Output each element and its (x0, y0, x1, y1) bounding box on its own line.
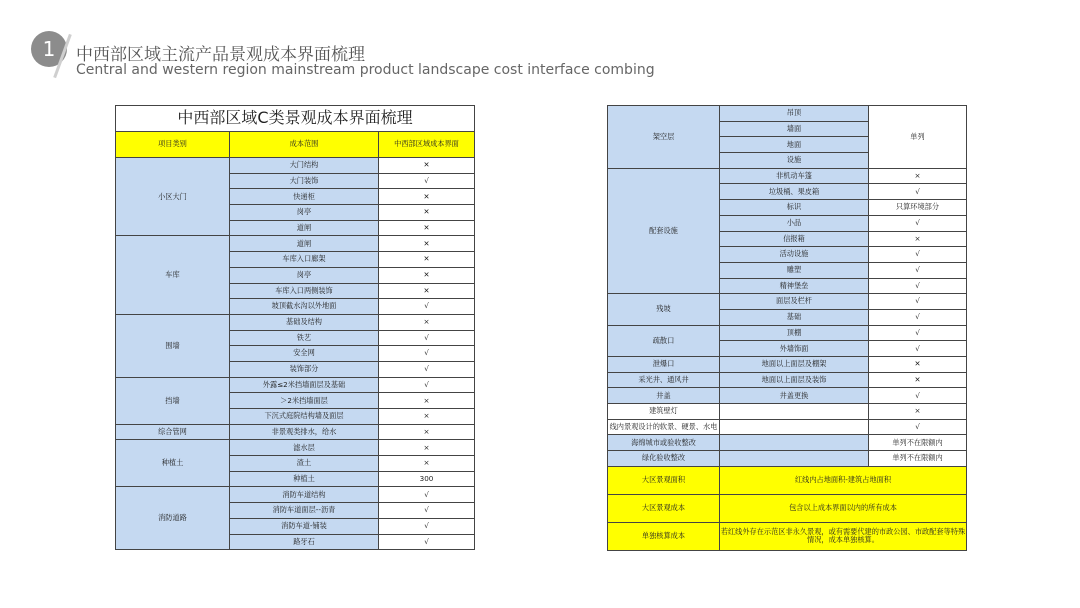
category-cell: 小区大门 (116, 158, 230, 236)
scope-cell: 非机动车篷 (720, 168, 869, 184)
category-cell: 采光井、通风井 (608, 372, 720, 388)
value-cell: 单列不在限额内 (869, 451, 967, 467)
scope-cell: 基础及结构 (230, 314, 379, 330)
summary-label-cell: 大区景观成本 (608, 494, 720, 522)
span-label-cell: 线内景观设计的软景、硬景、水电 (608, 419, 720, 435)
value-cell: ✕ (869, 357, 967, 373)
category-cell: 消防道路 (116, 487, 230, 550)
summary-row (608, 466, 967, 494)
value-cell: × (379, 440, 475, 456)
scope-cell: ＞2米挡墙面层 (230, 393, 379, 409)
value-cell: × (379, 409, 475, 425)
value-cell: ✕ (379, 158, 475, 174)
category-cell: 种植土 (116, 440, 230, 487)
value-cell: ✕ (869, 372, 967, 388)
category-cell: 配套设施 (608, 168, 720, 294)
scope-cell: 车库入口两侧装饰 (230, 283, 379, 299)
value-cell: ✕ (379, 252, 475, 268)
summary-row (608, 522, 967, 550)
scope-cell: 外露≤2米挡墙面层及基础 (230, 377, 379, 393)
value-cell: 单列 (869, 106, 967, 169)
value-cell: × (869, 168, 967, 184)
category-cell: 车库 (116, 236, 230, 314)
scope-cell: 安全网 (230, 346, 379, 362)
value-cell: √ (379, 487, 475, 503)
scope-cell: 面层及栏杆 (720, 294, 869, 310)
scope-cell: 墙面 (720, 121, 869, 137)
category-cell: 综合管网 (116, 424, 230, 440)
table-row (116, 377, 475, 393)
scope-cell: 地面以上面层及装饰 (720, 372, 869, 388)
scope-cell: 吊顶 (720, 106, 869, 122)
span-empty-cell (720, 435, 869, 451)
section-number: 1 (31, 31, 67, 67)
scope-cell: 路牙石 (230, 534, 379, 550)
scope-cell: 消防车道面层--沥青 (230, 503, 379, 519)
category-cell: 井盖 (608, 388, 720, 404)
value-cell: √ (869, 215, 967, 231)
section-number-badge (31, 31, 69, 69)
column-header: 中西部区域成本界面 (379, 132, 475, 158)
scope-cell: 下沉式庭院结构墙及面层 (230, 409, 379, 425)
summary-label-cell: 单独核算成本 (608, 522, 720, 550)
table-header-row (116, 132, 475, 158)
value-cell: √ (869, 325, 967, 341)
span-empty-cell (720, 404, 869, 420)
scope-cell: 装饰部分 (230, 361, 379, 377)
scope-cell: 滤水层 (230, 440, 379, 456)
table-row (608, 404, 967, 420)
value-cell: 300 (379, 471, 475, 487)
category-cell: 泄爆口 (608, 357, 720, 373)
value-cell: ✕ (379, 205, 475, 221)
value-cell: × (379, 314, 475, 330)
value-cell: ✕ (379, 220, 475, 236)
value-cell: ✕ (379, 267, 475, 283)
scope-cell: 消防车道结构 (230, 487, 379, 503)
table-row (116, 158, 475, 174)
value-cell: √ (869, 309, 967, 325)
value-cell: √ (869, 247, 967, 263)
scope-cell: 小品 (720, 215, 869, 231)
value-cell: √ (379, 518, 475, 534)
scope-cell: 活动设施 (720, 247, 869, 263)
scope-cell: 信报箱 (720, 231, 869, 247)
value-cell: √ (379, 534, 475, 550)
summary-desc-cell: 包含以上成本界面以内的所有成本 (720, 494, 967, 522)
value-cell: √ (379, 330, 475, 346)
value-cell: √ (869, 419, 967, 435)
scope-cell: 基础 (720, 309, 869, 325)
category-cell: 围墙 (116, 314, 230, 377)
summary-label-cell: 大区景观面积 (608, 466, 720, 494)
summary-desc-cell: 若红线外存在示范区非永久景观，或有需要代建的市政公园、市政配套等特殊情况，成本单独核算。 (720, 522, 967, 550)
summary-row (608, 494, 967, 522)
value-cell: √ (869, 278, 967, 294)
table-title: 中西部区域C类景观成本界面梳理 (116, 106, 475, 132)
scope-cell: 快递柜 (230, 189, 379, 205)
category-cell: 架空层 (608, 106, 720, 169)
page-title-en: Central and western region mainstream product landscape cost interface combing (76, 62, 655, 78)
scope-cell: 岗亭 (230, 205, 379, 221)
category-cell: 挡墙 (116, 377, 230, 424)
table-title-row (116, 106, 475, 132)
value-cell: × (869, 231, 967, 247)
scope-cell: 非景观类排水，给水 (230, 424, 379, 440)
value-cell: √ (379, 346, 475, 362)
value-cell: ✕ (379, 283, 475, 299)
scope-cell: 顶棚 (720, 325, 869, 341)
scope-cell: 岗亭 (230, 267, 379, 283)
scope-cell: 地面以上面层及棚架 (720, 357, 869, 373)
table-row (116, 424, 475, 440)
value-cell: √ (869, 388, 967, 404)
table-row (608, 388, 967, 404)
value-cell: × (379, 456, 475, 472)
table-row (608, 294, 967, 310)
value-cell: ✕ (379, 236, 475, 252)
value-cell: √ (379, 173, 475, 189)
scope-cell: 消防车道-铺装 (230, 518, 379, 534)
table-row (608, 106, 967, 122)
value-cell: √ (869, 294, 967, 310)
table-row (116, 487, 475, 503)
scope-cell: 大门装饰 (230, 173, 379, 189)
table-row (608, 357, 967, 373)
scope-cell: 坡顶截水沟以外地面 (230, 299, 379, 315)
value-cell: √ (869, 184, 967, 200)
table-row (116, 440, 475, 456)
page-title-cn: 中西部区域主流产品景观成本界面梳理 (76, 45, 365, 65)
value-cell: √ (869, 341, 967, 357)
value-cell: × (869, 404, 967, 420)
table-row (608, 451, 967, 467)
span-empty-cell (720, 419, 869, 435)
scope-cell: 种植土 (230, 471, 379, 487)
table-row (608, 419, 967, 435)
scope-cell: 雕塑 (720, 262, 869, 278)
table-row (608, 372, 967, 388)
scope-cell: 精神堡垒 (720, 278, 869, 294)
span-label-cell: 绿化验收整改 (608, 451, 720, 467)
scope-cell: 地面 (720, 137, 869, 153)
span-label-cell: 建筑壁灯 (608, 404, 720, 420)
value-cell: ✕ (379, 189, 475, 205)
value-cell: × (379, 424, 475, 440)
scope-cell: 垃圾桶、果皮箱 (720, 184, 869, 200)
scope-cell: 道闸 (230, 236, 379, 252)
table-row (608, 325, 967, 341)
column-header: 项目类别 (116, 132, 230, 158)
table-row (116, 314, 475, 330)
value-cell: × (379, 393, 475, 409)
table-row (608, 435, 967, 451)
value-cell: √ (869, 262, 967, 278)
scope-cell: 铁艺 (230, 330, 379, 346)
category-cell: 疏散口 (608, 325, 720, 356)
value-cell: √ (379, 377, 475, 393)
scope-cell: 车库入口廊架 (230, 252, 379, 268)
scope-cell: 井盖更换 (720, 388, 869, 404)
column-header: 成本范围 (230, 132, 379, 158)
scope-cell: 外墙饰面 (720, 341, 869, 357)
scope-cell: 大门结构 (230, 158, 379, 174)
value-cell: √ (379, 299, 475, 315)
table-row (116, 236, 475, 252)
scope-cell: 标识 (720, 200, 869, 216)
span-label-cell: 海绵城市或验收整改 (608, 435, 720, 451)
span-empty-cell (720, 451, 869, 467)
scope-cell: 道闸 (230, 220, 379, 236)
scope-cell: 设施 (720, 153, 869, 169)
right-cost-table (607, 105, 967, 551)
scope-cell: 渣土 (230, 456, 379, 472)
summary-desc-cell: 红线内占地面积-建筑占地面积 (720, 466, 967, 494)
category-cell: 残坡 (608, 294, 720, 325)
value-cell: 单列不在限额内 (869, 435, 967, 451)
table-row (608, 168, 967, 184)
value-cell: √ (379, 361, 475, 377)
value-cell: √ (379, 503, 475, 519)
left-cost-table (115, 105, 475, 550)
value-cell: 只算环境部分 (869, 200, 967, 216)
